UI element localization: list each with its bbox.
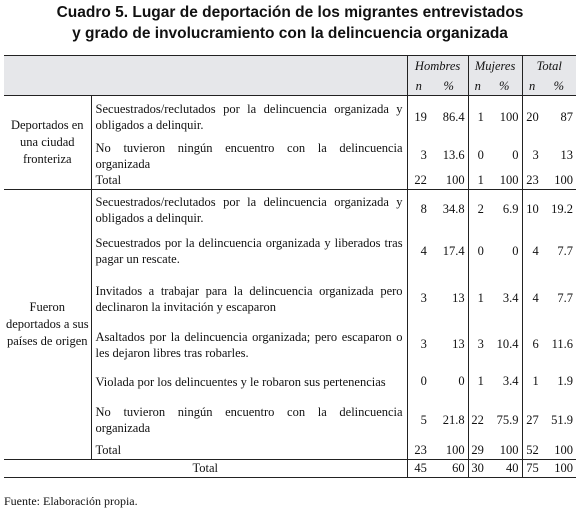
cell-total-n: 4: [532, 243, 539, 258]
cell-hombres-n: 3: [420, 337, 427, 351]
header-n: n: [407, 78, 430, 96]
row-description: Violada por los delincuentes y le robaron sus pertenencias: [91, 365, 407, 399]
subtotal-label: Total: [91, 442, 407, 460]
cell-hombres-n: 0: [420, 374, 427, 388]
cell-mujeres-pct: 75.9: [487, 399, 522, 442]
cell-total-n: 75: [526, 461, 539, 475]
cell-total-pct: 100: [554, 442, 573, 457]
cell-hombres-pct: 21.8: [430, 399, 468, 442]
cell-mujeres-n: 1: [477, 374, 484, 388]
row-description: Secuestrados por la delincuencia organizada y liberados tras pagar un rescate.: [91, 230, 407, 273]
cell-hombres-pct: 34.8: [430, 190, 468, 230]
cell-total-pct: 13: [560, 148, 573, 162]
row-description: Secuestrados/reclutados por la delincuencia organizada y obligados a delinquir.: [91, 190, 407, 230]
cell-total-n: 52: [526, 442, 539, 457]
cell-mujeres-pct: 3.4: [487, 273, 522, 325]
cell-hombres-pct: 17.4: [430, 230, 468, 273]
title-line-2: y grado de involucramiento con la delincuencia organizada: [72, 25, 508, 42]
cell-total-pct: 7.7: [557, 243, 573, 258]
cell-mujeres-pct: 100: [487, 442, 522, 460]
cell-total-pct: 11.6: [551, 337, 573, 351]
cell-total-n: 4: [532, 291, 539, 305]
cell-hombres-pct: 60: [430, 460, 468, 478]
cell-mujeres-pct: 3.4: [487, 365, 522, 399]
cell-total-n: 23: [526, 173, 539, 188]
row-description: Invitados a trabajar para la delincuencia organizada pero declinaron la invitación y escaparon: [91, 273, 407, 325]
table-title: [0, 2, 580, 46]
cell-mujeres-n: 22: [471, 412, 484, 427]
cell-mujeres-pct: 6.9: [487, 190, 522, 230]
header-pct: %: [542, 78, 576, 96]
cell-hombres-n: 23: [414, 442, 427, 457]
header-mujeres: Mujeres: [468, 56, 522, 78]
cell-hombres-n: 8: [420, 202, 427, 217]
cell-hombres-n: 5: [420, 412, 427, 427]
header-n: n: [468, 78, 487, 96]
cell-total-pct: 1.9: [557, 374, 573, 388]
cell-hombres-n: 22: [414, 173, 427, 188]
source-note: Fuente: Elaboración propia.: [4, 494, 138, 508]
cell-hombres-pct: 86.4: [430, 96, 468, 139]
cell-hombres-pct: 100: [430, 173, 468, 190]
cell-mujeres-pct: 40: [487, 460, 522, 478]
cell-total-pct: 19.2: [551, 202, 573, 217]
cell-mujeres-n: 29: [471, 442, 484, 457]
table-row: [4, 190, 576, 230]
cell-hombres-pct: 100: [430, 442, 468, 460]
header-row-2: [4, 78, 576, 96]
row-description: No tuvieron ningún encuentro con la delincuencia organizada: [91, 399, 407, 442]
cell-total-pct: 87: [560, 109, 573, 124]
cell-total-pct: 51.9: [551, 412, 573, 427]
cell-hombres-pct: 13.6: [430, 139, 468, 173]
grand-total-label: Total: [4, 460, 407, 478]
group-label: Deportados en una ciudad fronteriza: [4, 96, 91, 190]
row-description: Asaltados por la delincuencia organizada; pero escaparon o les dejaron libres tras robarles.: [91, 325, 407, 365]
cell-mujeres-n: 0: [477, 243, 484, 258]
cell-total-n: 1: [532, 374, 539, 388]
title-line-1: Cuadro 5. Lugar de deportación de los migrantes entrevistados: [56, 4, 524, 21]
cell-hombres-pct: 13: [430, 273, 468, 325]
cell-mujeres-n: 0: [477, 148, 484, 162]
cell-hombres-pct: 13: [430, 325, 468, 365]
data-table: [4, 55, 576, 478]
cell-total-n: 20: [526, 109, 539, 124]
cell-hombres-pct: 0: [430, 365, 468, 399]
cell-hombres-n: 19: [414, 109, 427, 124]
cell-mujeres-pct: 100: [487, 173, 522, 190]
cell-total-n: 3: [532, 148, 539, 162]
header-n: n: [522, 78, 542, 96]
cell-mujeres-pct: 0: [487, 230, 522, 273]
cell-mujeres-n: 3: [477, 337, 484, 351]
cell-mujeres-n: 2: [477, 202, 484, 217]
cell-mujeres-n: 1: [477, 173, 484, 188]
cell-total-pct: 7.7: [557, 291, 573, 305]
cell-hombres-n: 3: [420, 148, 427, 162]
cell-total-pct: 100: [554, 461, 573, 475]
cell-hombres-n: 3: [420, 291, 427, 305]
cell-mujeres-pct: 100: [487, 96, 522, 139]
cell-mujeres-pct: 10.4: [487, 325, 522, 365]
cell-mujeres-n: 1: [477, 291, 484, 305]
row-description: Secuestrados/reclutados por la delincuencia organizada y obligados a delinquir.: [91, 96, 407, 139]
cell-total-pct: 100: [554, 173, 573, 188]
grand-total-row: [4, 460, 576, 478]
cell-hombres-n: 45: [414, 461, 427, 475]
cell-hombres-n: 4: [420, 243, 427, 258]
header-pct: %: [430, 78, 468, 96]
header-pct: %: [487, 78, 522, 96]
group-label: Fueron deportados a sus países de origen: [4, 190, 91, 460]
cell-total-n: 27: [526, 412, 539, 427]
header-total: Total: [522, 56, 576, 78]
cell-mujeres-n: 30: [471, 461, 484, 475]
header-row-1: [4, 56, 576, 78]
cell-mujeres-n: 1: [477, 109, 484, 124]
cell-total-n: 6: [532, 337, 539, 351]
row-description: No tuvieron ningún encuentro con la delincuencia organizada: [91, 139, 407, 173]
cell-mujeres-pct: 0: [487, 139, 522, 173]
table-row: [4, 96, 576, 139]
cell-total-n: 10: [526, 202, 539, 217]
subtotal-label: Total: [91, 173, 407, 190]
header-hombres: Hombres: [407, 56, 468, 78]
